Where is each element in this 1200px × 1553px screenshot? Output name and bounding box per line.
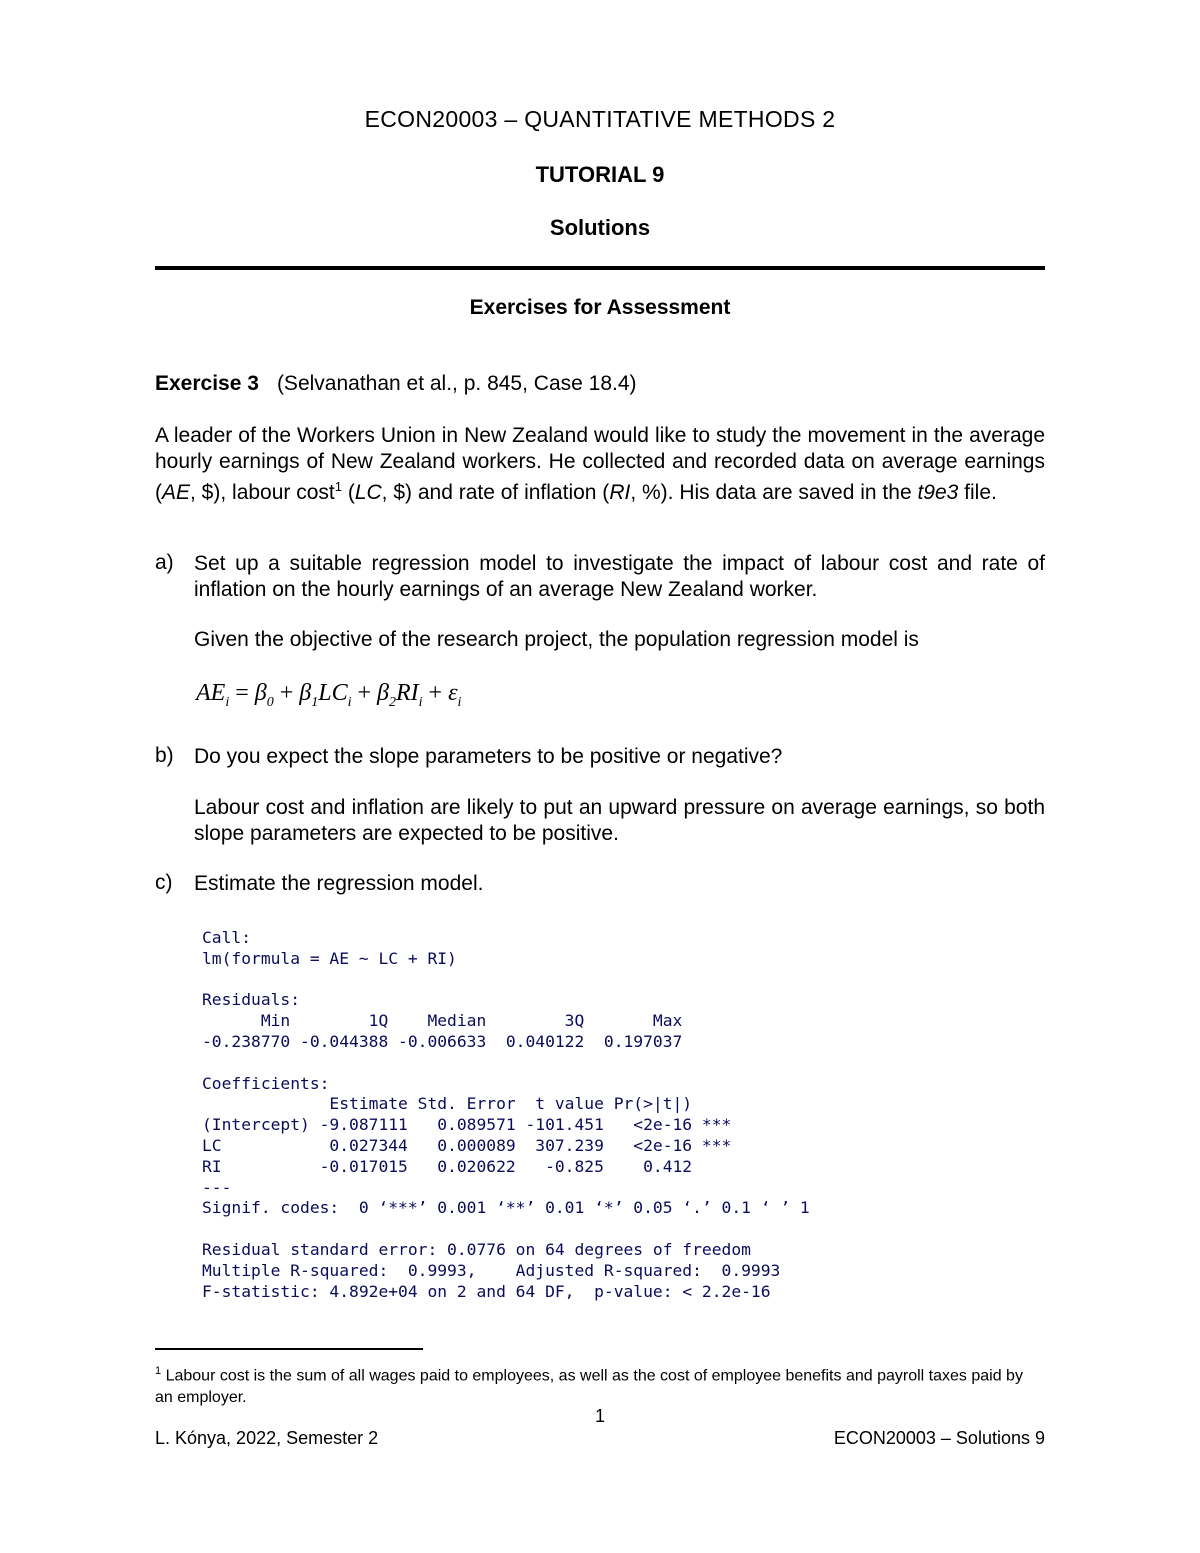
intro-text: A leader of the Workers Union in New Zealand would like to study the movement in the average hourly earnings of New Zealand workers. He collected and recorded data on average earnings ( — [155, 424, 1045, 504]
intro-text: , %). His data are saved in the — [630, 481, 918, 504]
question-b-label: b) — [155, 744, 174, 767]
eq-plus: + — [273, 680, 300, 706]
regression-equation — [196, 680, 461, 711]
intro-text: ( — [341, 481, 355, 504]
document-subtitle: Solutions — [549, 215, 651, 240]
question-b-answer: Labour cost and inflation are likely to put an upward pressure on average earnings, so both slope parameters are expected to be positive. — [194, 796, 1045, 845]
eq-ri: RI — [395, 680, 419, 706]
eq-beta0: β — [254, 680, 267, 706]
r-regression-output: Call: lm(formula = AE ~ LC + RI) Residuals: Min 1Q Median 3Q Max -0.238770 -0.044388 -0.006633 0.040122 0.197037 Coefficients: Estimate Std. Error t value Pr(>|t|) (Intercept) -9.087111 0.089571 -101.451 <2e-16 *** LC 0.027344 0.000089 307.239 <2e-16 *** RI -0.017015 0.020622 -0.825 0.412 --- Signif. codes: 0 ‘***’ 0.001 ‘**’ 0.01 ‘*’ 0.05 ‘.’ 0.1 ‘ ’ 1 Residual standard error: 0.0776 on 64 degrees of freedom Multiple R-squared: 0.9993, Adjusted R-squared: 0.9993 F-statistic: 4.892e+04 on 2 and 64 DF, p-value: < 2.2e-16 — [202, 928, 810, 1301]
exercise-label: Exercise 3 — [155, 372, 259, 395]
intro-text: file. — [958, 481, 997, 504]
footer-author: L. Kónya, 2022, Semester 2 — [155, 1428, 379, 1448]
exercise-intro — [155, 423, 1045, 506]
var-ri: RI — [609, 481, 631, 504]
footnote — [155, 1360, 1045, 1409]
footnote-divider — [155, 1348, 423, 1350]
footnote-mark: 1 — [155, 1365, 162, 1377]
course-title: ECON20003 – QUANTITATIVE METHODS 2 — [364, 106, 836, 132]
eq-sign: = — [229, 680, 255, 706]
var-ae: AE — [162, 481, 191, 504]
question-a-text: Set up a suitable regression model to investigate the impact of labour cost and rate of inflation on the hourly earnings of an average New Zealand worker. — [194, 552, 1045, 601]
eq-beta2: β — [377, 680, 389, 706]
exercise-heading — [155, 372, 637, 396]
exercise-reference: (Selvanathan et al., p. 845, Case 18.4) — [276, 372, 637, 395]
intro-text: , $), labour cost — [190, 481, 335, 504]
question-a-answer: Given the objective of the research project, the population regression model is — [194, 628, 919, 651]
eq-sub: i — [457, 694, 462, 710]
eq-sub: 1 — [311, 694, 319, 710]
eq-sub: i — [225, 694, 230, 710]
intro-text: , $) and rate of inflation ( — [381, 481, 610, 504]
eq-epsilon: ε — [448, 680, 458, 706]
eq-beta1: β — [299, 680, 312, 706]
tutorial-title: TUTORIAL 9 — [535, 162, 665, 187]
question-c-text: Estimate the regression model. — [194, 872, 484, 895]
footer-course: ECON20003 – Solutions 9 — [833, 1428, 1045, 1448]
footnote-text: Labour cost is the sum of all wages paid to employees, as well as the cost of employee benefits and payroll taxes paid by an employer. — [155, 1367, 1023, 1407]
file-name: t9e3 — [917, 481, 959, 504]
eq-sub: 2 — [388, 694, 396, 710]
eq-sub: i — [347, 694, 352, 710]
eq-sub: i — [418, 694, 423, 710]
header-divider — [155, 266, 1045, 270]
page-number: 1 — [594, 1406, 605, 1426]
eq-lhs: AE — [196, 680, 226, 706]
question-b-text: Do you expect the slope parameters to be positive or negative? — [194, 745, 783, 768]
question-c-label: c) — [155, 871, 173, 894]
question-a-label: a) — [155, 551, 174, 574]
eq-plus: + — [351, 680, 378, 706]
eq-lc: LC — [318, 680, 348, 706]
var-lc: LC — [354, 481, 382, 504]
footnote-ref: 1 — [334, 479, 342, 494]
eq-plus: + — [422, 680, 449, 706]
eq-sub: 0 — [266, 694, 274, 710]
section-title: Exercises for Assessment — [469, 296, 731, 319]
